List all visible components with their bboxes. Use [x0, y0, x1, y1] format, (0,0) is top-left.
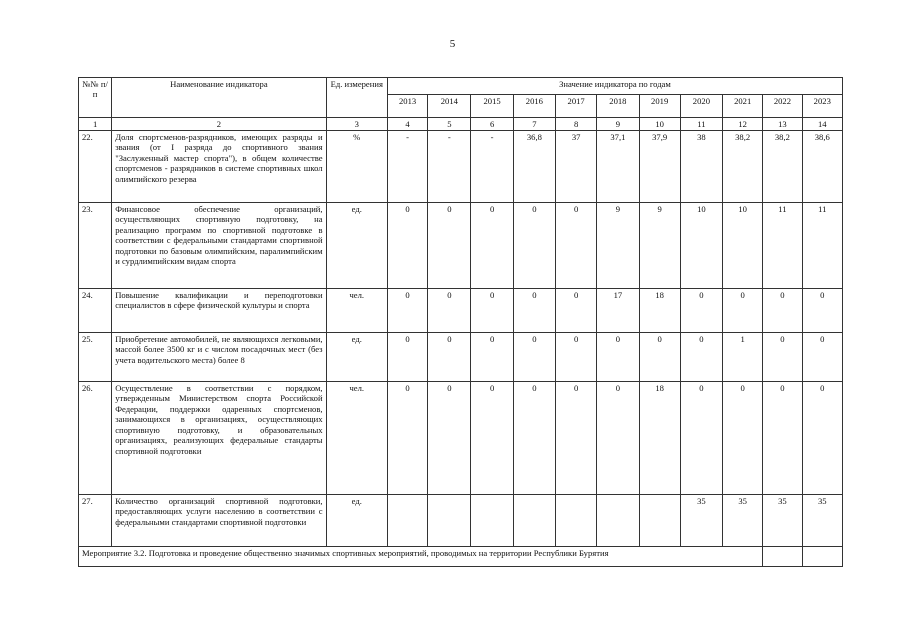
row-number: 23.	[79, 203, 112, 289]
indicator-name: Доля спортсменов-разрядников, имеющих разряды и звания (от I разряда до спортивного звания "Заслуженный мастер спорта"), в общем количестве спортсменов - разрядников в системе спортивных школ олимпийского резерва	[112, 131, 326, 203]
year-header: 2020	[680, 95, 722, 118]
value-cell: 37,1	[597, 131, 639, 203]
value-cell: 9	[639, 203, 680, 289]
value-cell: 0	[471, 333, 513, 382]
value-cell: 38,6	[802, 131, 842, 203]
year-header: 2022	[763, 95, 802, 118]
value-cell: 0	[471, 382, 513, 495]
table-body	[79, 78, 843, 567]
value-cell: 35	[723, 495, 763, 547]
value-cell	[428, 495, 471, 547]
year-header: 2017	[556, 95, 597, 118]
value-cell: 0	[597, 382, 639, 495]
indicator-name: Приобретение автомобилей, не являющихся легковыми, массой более 3500 кг и с числом посадочных мест (без учета водительского места) более 8	[112, 333, 326, 382]
column-number: 7	[513, 118, 555, 131]
value-cell: 10	[723, 203, 763, 289]
value-cell: 0	[802, 382, 842, 495]
value-cell	[639, 495, 680, 547]
value-cell: -	[387, 131, 427, 203]
year-header: 2018	[597, 95, 639, 118]
value-cell: 0	[680, 333, 722, 382]
value-cell: 36,8	[513, 131, 555, 203]
value-cell: 0	[513, 333, 555, 382]
value-cell: 0	[723, 382, 763, 495]
event-row	[79, 547, 843, 567]
indicator-name: Повышение квалификации и переподготовки специалистов в сфере физической культуры и спорта	[112, 289, 326, 333]
table-row	[79, 203, 843, 289]
indicator-name: Количество организаций спортивной подготовки, предоставляющих услуги населению в соответствии с федеральными стандартами спортивной подготовки	[112, 495, 326, 547]
value-cell: 0	[763, 289, 802, 333]
year-header: 2013	[387, 95, 427, 118]
value-cell: 0	[556, 333, 597, 382]
indicator-table	[78, 77, 843, 567]
value-cell: 18	[639, 382, 680, 495]
header-row	[79, 78, 843, 95]
column-number: 12	[723, 118, 763, 131]
table-row	[79, 131, 843, 203]
unit-cell: ед.	[326, 333, 387, 382]
value-cell: 0	[513, 289, 555, 333]
year-header: 2014	[428, 95, 471, 118]
column-number: 13	[763, 118, 802, 131]
value-cell: 0	[471, 289, 513, 333]
header-num: №№ п/п	[79, 78, 112, 118]
table-row	[79, 495, 843, 547]
value-cell: 0	[556, 289, 597, 333]
value-cell: 0	[387, 203, 427, 289]
event-title: Мероприятие 3.2. Подготовка и проведение общественно значимых спортивных мероприятий, проводимых на территории Республики Бурятия	[79, 547, 763, 567]
value-cell: 35	[802, 495, 842, 547]
value-cell: 1	[723, 333, 763, 382]
value-cell: 9	[597, 203, 639, 289]
value-cell: 0	[428, 289, 471, 333]
column-number: 11	[680, 118, 722, 131]
value-cell	[597, 495, 639, 547]
value-cell: 0	[723, 289, 763, 333]
value-cell: 10	[680, 203, 722, 289]
value-cell: 0	[639, 333, 680, 382]
column-number: 6	[471, 118, 513, 131]
value-cell	[471, 495, 513, 547]
header-name: Наименование индикатора	[112, 78, 326, 118]
value-cell: 0	[387, 333, 427, 382]
value-cell: 0	[428, 333, 471, 382]
year-header: 2015	[471, 95, 513, 118]
value-cell: 38,2	[763, 131, 802, 203]
year-header: 2019	[639, 95, 680, 118]
value-cell: 0	[597, 333, 639, 382]
value-cell: 0	[428, 382, 471, 495]
indicator-name: Осуществление в соответствии с порядком, утвержденным Министерством спорта Российской Федерации, поддержки одаренных спортсменов, занимающихся в организациях, осуществляющих спортивную подготовку, и образовательных организациях, реализующих федеральные стандарты спортивной подготовки	[112, 382, 326, 495]
value-cell: 35	[763, 495, 802, 547]
column-number: 2	[112, 118, 326, 131]
value-cell: 17	[597, 289, 639, 333]
empty-cell	[763, 547, 802, 567]
value-cell: 11	[763, 203, 802, 289]
value-cell: 0	[387, 289, 427, 333]
value-cell: -	[428, 131, 471, 203]
value-cell: 0	[680, 382, 722, 495]
year-header: 2021	[723, 95, 763, 118]
indicator-name: Финансовое обеспечение организаций, осуществляющих спортивную подготовку, на реализацию программ по спортивной подготовке в соответствии с федеральными стандартами спортивной подготовки по базовым олимпийским, паралимпийским и сурдлимпийским видам спорта	[112, 203, 326, 289]
value-cell: 0	[556, 382, 597, 495]
header-unit: Ед. измерения	[326, 78, 387, 118]
row-number: 24.	[79, 289, 112, 333]
value-cell: 0	[556, 203, 597, 289]
year-header: 2023	[802, 95, 842, 118]
value-cell: 38	[680, 131, 722, 203]
value-cell: 0	[471, 203, 513, 289]
table-row	[79, 333, 843, 382]
column-number: 10	[639, 118, 680, 131]
column-number-row	[79, 118, 843, 131]
row-number: 22.	[79, 131, 112, 203]
value-cell: 0	[387, 382, 427, 495]
header-values: Значение индикатора по годам	[387, 78, 842, 95]
unit-cell: ед.	[326, 495, 387, 547]
value-cell: 0	[513, 382, 555, 495]
unit-cell: ед.	[326, 203, 387, 289]
value-cell: 0	[428, 203, 471, 289]
column-number: 5	[428, 118, 471, 131]
unit-cell: чел.	[326, 289, 387, 333]
page-number: 5	[449, 38, 456, 50]
value-cell: 37	[556, 131, 597, 203]
column-number: 4	[387, 118, 427, 131]
column-number: 1	[79, 118, 112, 131]
row-number: 26.	[79, 382, 112, 495]
table-row	[79, 289, 843, 333]
value-cell: -	[471, 131, 513, 203]
value-cell: 37,9	[639, 131, 680, 203]
column-number: 8	[556, 118, 597, 131]
value-cell: 35	[680, 495, 722, 547]
empty-cell	[802, 547, 842, 567]
column-number: 14	[802, 118, 842, 131]
value-cell: 0	[802, 333, 842, 382]
value-cell: 0	[763, 333, 802, 382]
year-header: 2016	[513, 95, 555, 118]
value-cell: 11	[802, 203, 842, 289]
column-number: 3	[326, 118, 387, 131]
value-cell: 18	[639, 289, 680, 333]
unit-cell: чел.	[326, 382, 387, 495]
row-number: 25.	[79, 333, 112, 382]
value-cell: 0	[802, 289, 842, 333]
value-cell	[387, 495, 427, 547]
value-cell	[513, 495, 555, 547]
value-cell: 38,2	[723, 131, 763, 203]
value-cell: 0	[680, 289, 722, 333]
row-number: 27.	[79, 495, 112, 547]
unit-cell: %	[326, 131, 387, 203]
value-cell: 0	[763, 382, 802, 495]
column-number: 9	[597, 118, 639, 131]
value-cell	[556, 495, 597, 547]
value-cell: 0	[513, 203, 555, 289]
table-row	[79, 382, 843, 495]
